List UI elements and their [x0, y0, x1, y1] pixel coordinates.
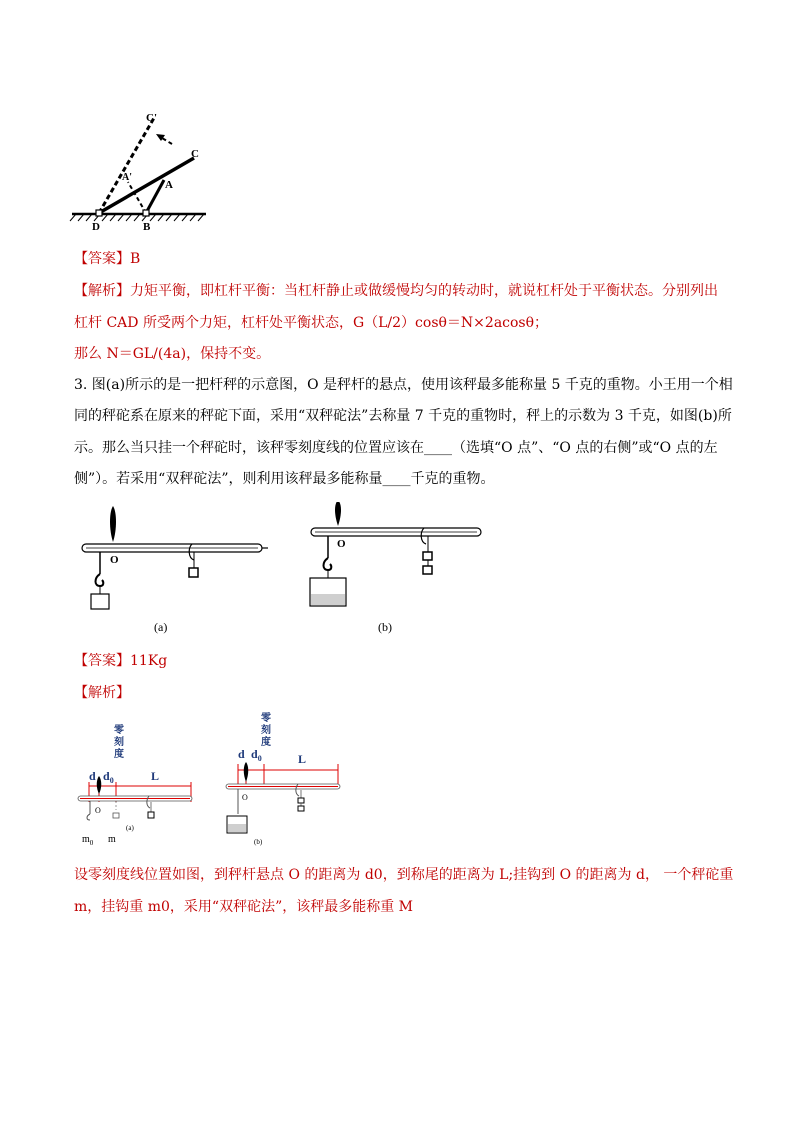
answer-value: B	[130, 251, 141, 267]
label-a-prime: A'	[122, 172, 132, 183]
zero-label-a: 零刻度	[114, 725, 124, 760]
m0-label-a: $m_0$	[82, 834, 94, 847]
answer-tag: 【答案】	[74, 251, 130, 267]
analysis-1-line-2: 杠杆 CAD 所受两个力矩，杠杆处平衡状态，G（L/2）cosθ＝N×2acosθ；	[74, 315, 549, 331]
label-a: A	[165, 179, 173, 191]
steelyard-figure	[76, 502, 486, 642]
analysis-1-line-1	[74, 281, 718, 301]
pivot-label-fig3-b: O	[242, 793, 248, 802]
analysis-text: 力矩平衡，即杠杆平衡：当杠杆静止或做缓慢均匀的转动时，就说杠杆处于平衡状态。分别列出	[130, 283, 718, 299]
pivot-label-a: O	[110, 554, 119, 566]
question-3-line-2: 同的秤砣系在原来的秤砣下面，采用“双秤砣法”去称量 7 千克的重物时，秤上的示数为 3 千克，如图(b)所	[74, 408, 732, 424]
l-label-b: L	[298, 752, 307, 766]
steelyard-b	[310, 502, 481, 606]
analysis-tag: 【解析】	[74, 685, 130, 701]
d0-label-b: $d_0$	[251, 747, 262, 763]
annotated-steelyard-b	[226, 711, 340, 846]
annotated-steelyard-a	[78, 723, 192, 847]
d0-label-a: $d_0$	[103, 769, 114, 785]
question-3-line-4: 侧”）。若采用“双秤砣法”，则利用该秤最多能称量____千克的重物。	[74, 471, 495, 487]
analysis-tag: 【解析】	[74, 283, 130, 299]
label-b: B	[143, 221, 151, 233]
answer-value: 11Kg	[130, 653, 168, 669]
zero-label-b: 零刻度	[261, 713, 271, 748]
label-d: D	[92, 221, 100, 233]
d-label-a: d	[89, 769, 96, 783]
question-3-line-1: 3. 图(a)所示的是一把杆秤的示意图，O 是秤杆的悬点，使用该秤最多能称量 5 千克的重物。小王用一个相	[74, 377, 733, 393]
caption-fig3-a: (a)	[126, 824, 134, 832]
l-label-a: L	[151, 769, 160, 783]
caption-fig3-b: (b)	[254, 838, 263, 846]
zero-mark-figure	[76, 710, 346, 858]
d-label-b: d	[238, 747, 245, 761]
answer-3	[74, 651, 167, 671]
analysis-3-line-2: m，挂钩重 m0，采用“双秤砣法”，该秤最多能称重 M	[74, 899, 414, 915]
answer-1	[74, 249, 140, 269]
analysis-1-line-3: 那么 N＝GL/(4a)，保持不变。	[74, 346, 271, 362]
question-3-line-3: 示。那么当只挂一个秤砣时，该秤零刻度线的位置应该在____（选填“O 点”、“O 点的右侧”或“O 点的左	[74, 440, 718, 456]
analysis-3-tag-line	[74, 683, 130, 703]
pivot-label-b: O	[337, 538, 346, 550]
label-c-prime: C'	[146, 112, 157, 124]
lever-diagram	[68, 106, 208, 234]
m-label-a: m	[108, 834, 116, 845]
caption-b: (b)	[378, 620, 392, 634]
caption-a: (a)	[154, 620, 168, 634]
analysis-3-line-1: 设零刻度线位置如图，到秤杆悬点 O 的距离为 d0，到称尾的距离为 L;挂钩到 O 的距离为 d， 一个秤砣重	[74, 867, 734, 883]
answer-tag: 【答案】	[74, 653, 130, 669]
label-c: C	[191, 148, 199, 160]
pivot-label-fig3-a: O	[95, 806, 101, 815]
